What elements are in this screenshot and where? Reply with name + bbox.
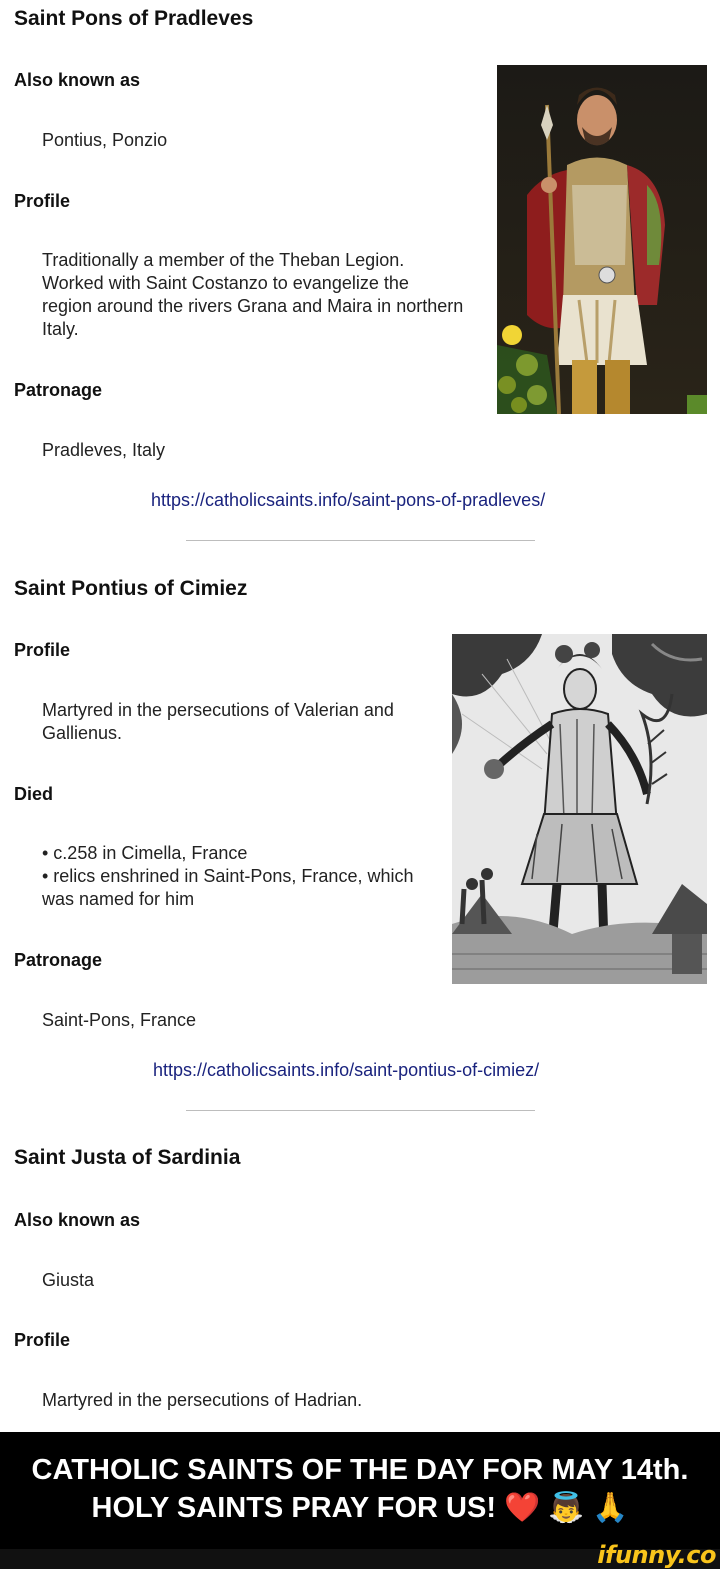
profile-line: region around the rivers Grana and Maira in northern	[42, 296, 464, 316]
also-known-label: Also known as	[14, 70, 141, 90]
caption-banner	[0, 1432, 720, 1549]
profile-text	[42, 699, 442, 745]
profile-line: Worked with Saint Costanzo to evangelize the	[42, 273, 409, 293]
saint-link[interactable]: https://catholicsaints.info/saint-pontius-of-cimiez/	[153, 1060, 540, 1080]
saint-pons-image	[497, 65, 707, 414]
patronage-label: Patronage	[14, 380, 103, 400]
divider	[186, 1110, 535, 1111]
died-line: • c.258 in Cimella, France	[42, 843, 248, 863]
profile-label: Profile	[14, 191, 71, 211]
profile-line: Traditionally a member of the Theban Legion.	[42, 250, 405, 270]
patronage-value: Saint-Pons, France	[42, 1010, 197, 1030]
died-line: • relics enshrined in Saint-Pons, France, which	[42, 866, 414, 886]
profile-line: Martyred in the persecutions of Valerian and	[42, 700, 394, 720]
also-known-value: Pontius, Ponzio	[42, 130, 168, 150]
saint-pontius-engraving	[452, 634, 707, 984]
footer-bar	[0, 1541, 720, 1569]
died-line: was named for him	[42, 889, 195, 909]
saint-title: Saint Justa of Sardinia	[14, 1146, 241, 1169]
saint-title: Saint Pontius of Cimiez	[14, 577, 248, 600]
divider	[186, 540, 535, 541]
caption-line-2: HOLY SAINTS PRAY FOR US! ❤️ 👼 🙏	[91, 1492, 629, 1524]
profile-text	[42, 249, 502, 341]
died-text	[42, 842, 447, 911]
saint-title: Saint Pons of Pradleves	[14, 7, 254, 30]
profile-line: Gallienus.	[42, 723, 123, 743]
profile-line: Italy.	[42, 319, 79, 339]
also-known-label: Also known as	[14, 1210, 141, 1230]
patronage-value: Pradleves, Italy	[42, 440, 166, 460]
saint-pontius-image	[452, 634, 707, 984]
caption-line-1: CATHOLIC SAINTS OF THE DAY FOR MAY 14th.	[31, 1454, 689, 1486]
ifunny-watermark: ifunny.co	[597, 1541, 716, 1569]
saint-pons-painting	[497, 65, 707, 414]
profile-label: Profile	[14, 1330, 71, 1350]
profile-text: Martyred in the persecutions of Hadrian.	[42, 1390, 363, 1410]
saint-link[interactable]: https://catholicsaints.info/saint-pons-of-pradleves/	[151, 490, 546, 510]
patronage-label: Patronage	[14, 950, 103, 970]
also-known-value: Giusta	[42, 1270, 95, 1290]
profile-label: Profile	[14, 640, 71, 660]
died-label: Died	[14, 784, 54, 804]
